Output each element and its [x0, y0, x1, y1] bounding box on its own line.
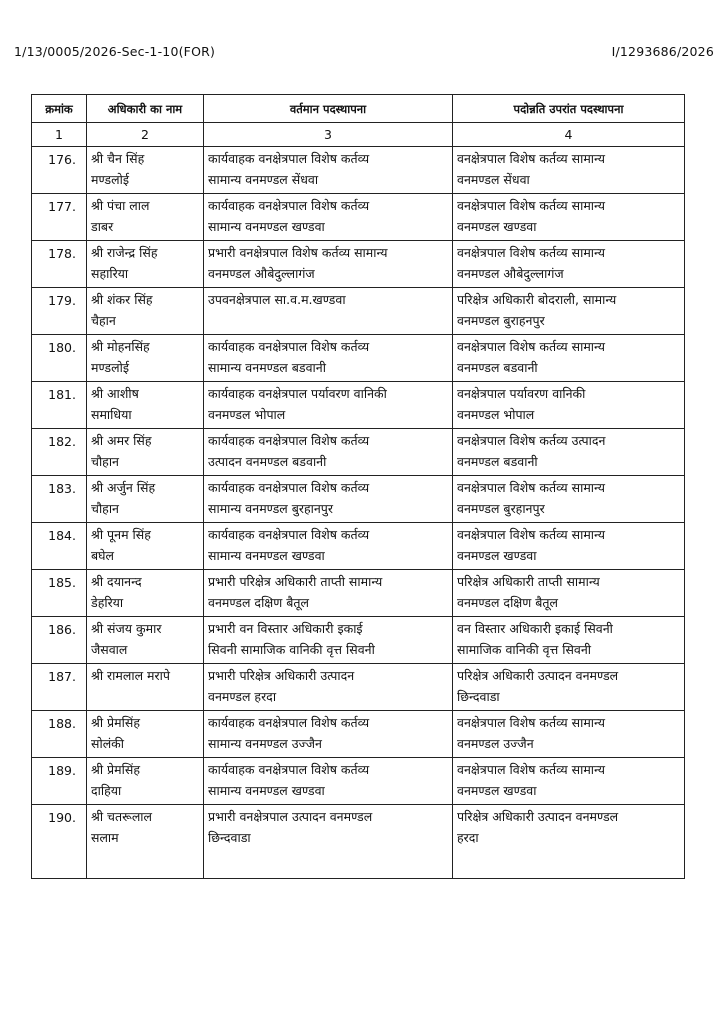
posting-after-promotion-cell-line: वनक्षेत्रपाल विशेष कर्तव्य सामान्य — [457, 762, 605, 777]
officer-name-cell — [87, 288, 204, 335]
posting-after-promotion-cell-line: वनमण्डल बडवानी — [457, 360, 538, 375]
serial-number-cell: 189. — [32, 758, 87, 805]
officer-name-cell-line: श्री अर्जुन सिंह — [91, 480, 156, 495]
posting-after-promotion-cell-line: सामाजिक वानिकी वृत्त सिवनी — [457, 642, 592, 657]
posting-after-promotion-cell-line: वनमण्डल बुरहानपुर — [457, 501, 545, 516]
column-number: 2 — [87, 123, 204, 147]
posting-after-promotion-cell-line: वनमण्डल सेंधवा — [457, 172, 530, 187]
current-posting-cell — [204, 805, 453, 879]
officer-name-cell-line: दाहिया — [91, 783, 122, 798]
posting-table — [31, 94, 685, 879]
officer-name-cell-line: चौहान — [91, 501, 119, 516]
column-number: 1 — [32, 123, 87, 147]
officer-name-cell-line: मण्डलोई — [91, 360, 129, 375]
posting-after-promotion-cell-line: वन विस्तार अधिकारी इकाई सिवनी — [457, 621, 613, 636]
current-posting-cell — [204, 711, 453, 758]
table-row — [32, 335, 685, 382]
current-posting-cell-line: प्रभारी परिक्षेत्र अधिकारी ताप्ती सामान्य — [208, 574, 383, 589]
officer-name-cell-line: सोलंकी — [91, 736, 125, 751]
current-posting-cell-line: सामान्य वनमण्डल सेंधवा — [208, 172, 319, 187]
posting-after-promotion-cell-line: वनक्षेत्रपाल विशेष कर्तव्य सामान्य — [457, 198, 605, 213]
table-row — [32, 147, 685, 194]
column-header-serial: क्रमांक — [32, 95, 87, 123]
table-header-row — [32, 95, 685, 123]
current-posting-cell-line: सामान्य वनमण्डल खण्डवा — [208, 548, 325, 563]
posting-after-promotion-cell-line: वनक्षेत्रपाल विशेष कर्तव्य सामान्य — [457, 715, 605, 730]
posting-after-promotion-cell-line: वनमण्डल औबेदुल्लागंज — [457, 266, 564, 281]
current-posting-cell — [204, 147, 453, 194]
current-posting-cell-line: कार्यवाहक वनक्षेत्रपाल विशेष कर्तव्य — [208, 433, 370, 448]
column-header-posting-after-promotion: पदोन्नति उपरांत पदस्थापना — [453, 95, 685, 123]
officer-name-cell-line: श्री रामलाल मरापे — [91, 668, 170, 683]
column-number-row — [32, 123, 685, 147]
current-posting-cell-line: प्रभारी वनक्षेत्रपाल उत्पादन वनमण्डल — [208, 809, 373, 824]
posting-after-promotion-cell-line: वनक्षेत्रपाल विशेष कर्तव्य सामान्य — [457, 480, 605, 495]
officer-name-cell — [87, 805, 204, 879]
officer-name-cell-line: श्री चतरूलाल — [91, 809, 153, 824]
table-row — [32, 241, 685, 288]
officer-name-cell-line: श्री शंकर सिंह — [91, 292, 153, 307]
table-row — [32, 288, 685, 335]
current-posting-cell-line: सामान्य वनमण्डल बडवानी — [208, 360, 326, 375]
column-header-officer-name: अधिकारी का नाम — [87, 95, 204, 123]
serial-number-cell: 190. — [32, 805, 87, 879]
officer-name-cell-line: श्री प्रेमसिंह — [91, 715, 140, 730]
posting-after-promotion-cell — [453, 382, 685, 429]
serial-number-cell: 183. — [32, 476, 87, 523]
posting-after-promotion-cell-line: वनमण्डल बडवानी — [457, 454, 538, 469]
table-row — [32, 805, 685, 879]
officer-name-cell — [87, 429, 204, 476]
current-posting-cell-line: प्रभारी परिक्षेत्र अधिकारी उत्पादन — [208, 668, 355, 683]
file-reference: 1/13/0005/2026-Sec-1-10(FOR) — [14, 44, 216, 59]
current-posting-cell-line: कार्यवाहक वनक्षेत्रपाल विशेष कर्तव्य — [208, 527, 370, 542]
current-posting-cell — [204, 570, 453, 617]
officer-name-cell-line: सलाम — [91, 830, 119, 845]
serial-number-cell: 181. — [32, 382, 87, 429]
current-posting-cell — [204, 476, 453, 523]
document-reference: I/1293686/2026 — [611, 44, 714, 59]
current-posting-cell-line: कार्यवाहक वनक्षेत्रपाल विशेष कर्तव्य — [208, 715, 370, 730]
table-row — [32, 194, 685, 241]
officer-name-cell-line: डाबर — [91, 219, 114, 234]
serial-number-cell: 185. — [32, 570, 87, 617]
posting-after-promotion-cell — [453, 194, 685, 241]
serial-number-cell: 177. — [32, 194, 87, 241]
table-row — [32, 711, 685, 758]
serial-number-cell: 184. — [32, 523, 87, 570]
officer-name-cell-line: मण्डलोई — [91, 172, 129, 187]
serial-number-cell: 182. — [32, 429, 87, 476]
posting-after-promotion-cell-line: हरदा — [457, 830, 479, 845]
current-posting-cell — [204, 758, 453, 805]
officer-name-cell-line: श्री आशीष — [91, 386, 139, 401]
serial-number-cell: 188. — [32, 711, 87, 758]
current-posting-cell — [204, 429, 453, 476]
officer-name-cell-line: श्री चैन सिंह — [91, 151, 145, 166]
posting-after-promotion-cell — [453, 429, 685, 476]
current-posting-cell-line: कार्यवाहक वनक्षेत्रपाल पर्यावरण वानिकी — [208, 386, 387, 401]
posting-after-promotion-cell — [453, 147, 685, 194]
posting-after-promotion-cell — [453, 288, 685, 335]
posting-after-promotion-cell-line: वनक्षेत्रपाल विशेष कर्तव्य सामान्य — [457, 151, 605, 166]
current-posting-cell-line: वनमण्डल औबेदुल्लागंज — [208, 266, 315, 281]
current-posting-cell — [204, 241, 453, 288]
officer-name-cell-line: श्री राजेन्द्र सिंह — [91, 245, 158, 260]
posting-after-promotion-cell-line: वनक्षेत्रपाल विशेष कर्तव्य उत्पादन — [457, 433, 606, 448]
posting-after-promotion-cell-line: वनमण्डल खण्डवा — [457, 548, 537, 563]
current-posting-cell-line: कार्यवाहक वनक्षेत्रपाल विशेष कर्तव्य — [208, 339, 370, 354]
column-number: 3 — [204, 123, 453, 147]
officer-name-cell — [87, 382, 204, 429]
current-posting-cell — [204, 335, 453, 382]
posting-after-promotion-cell-line: परिक्षेत्र अधिकारी उत्पादन वनमण्डल — [457, 809, 619, 824]
current-posting-cell-line: सिवनी सामाजिक वानिकी वृत्त सिवनी — [208, 642, 375, 657]
current-posting-cell-line: कार्यवाहक वनक्षेत्रपाल विशेष कर्तव्य — [208, 151, 370, 166]
posting-after-promotion-cell — [453, 335, 685, 382]
posting-after-promotion-cell-line: वनमण्डल बुराहनपुर — [457, 313, 545, 328]
table-row — [32, 382, 685, 429]
table-row — [32, 664, 685, 711]
posting-after-promotion-cell — [453, 758, 685, 805]
current-posting-cell — [204, 664, 453, 711]
officer-name-cell-line: श्री पंचा लाल — [91, 198, 150, 213]
current-posting-cell-line: वनमण्डल दक्षिण बैतूल — [208, 595, 310, 610]
table-row — [32, 617, 685, 664]
serial-number-cell: 180. — [32, 335, 87, 382]
posting-after-promotion-cell-line: वनमण्डल उज्जैन — [457, 736, 534, 751]
officer-name-cell — [87, 711, 204, 758]
officer-name-cell — [87, 194, 204, 241]
posting-after-promotion-cell-line: परिक्षेत्र अधिकारी उत्पादन वनमण्डल — [457, 668, 619, 683]
current-posting-cell-line: छिन्दवाडा — [208, 830, 251, 845]
officer-name-cell — [87, 147, 204, 194]
officer-name-cell-line: डेहरिया — [91, 595, 124, 610]
current-posting-cell-line: उत्पादन वनमण्डल बडवानी — [208, 454, 327, 469]
officer-name-cell — [87, 523, 204, 570]
current-posting-cell — [204, 382, 453, 429]
posting-after-promotion-cell-line: वनक्षेत्रपाल विशेष कर्तव्य सामान्य — [457, 339, 605, 354]
table-row — [32, 758, 685, 805]
current-posting-cell-line: सामान्य वनमण्डल खण्डवा — [208, 783, 325, 798]
current-posting-cell — [204, 194, 453, 241]
posting-after-promotion-cell — [453, 523, 685, 570]
current-posting-cell-line: कार्यवाहक वनक्षेत्रपाल विशेष कर्तव्य — [208, 198, 370, 213]
current-posting-cell-line: कार्यवाहक वनक्षेत्रपाल विशेष कर्तव्य — [208, 480, 370, 495]
current-posting-cell-line: वनमण्डल भोपाल — [208, 407, 286, 422]
serial-number-cell: 187. — [32, 664, 87, 711]
posting-after-promotion-cell — [453, 805, 685, 879]
posting-after-promotion-cell — [453, 711, 685, 758]
posting-after-promotion-cell — [453, 664, 685, 711]
officer-name-cell-line: श्री अमर सिंह — [91, 433, 152, 448]
officer-name-cell-line: चौहान — [91, 454, 119, 469]
officer-name-cell — [87, 476, 204, 523]
officer-name-cell — [87, 758, 204, 805]
officer-name-cell — [87, 570, 204, 617]
officer-name-cell — [87, 664, 204, 711]
serial-number-cell: 176. — [32, 147, 87, 194]
posting-after-promotion-cell-line: वनमण्डल खण्डवा — [457, 783, 537, 798]
posting-after-promotion-cell — [453, 570, 685, 617]
officer-name-cell-line: बघेल — [91, 548, 115, 563]
table-row — [32, 429, 685, 476]
current-posting-cell — [204, 288, 453, 335]
officer-name-cell-line: श्री प्रेमसिंह — [91, 762, 140, 777]
serial-number-cell: 178. — [32, 241, 87, 288]
officer-name-cell — [87, 241, 204, 288]
current-posting-cell-line: उपवनक्षेत्रपाल सा.व.म.खण्डवा — [208, 292, 346, 307]
serial-number-cell: 179. — [32, 288, 87, 335]
table-row — [32, 476, 685, 523]
officer-name-cell-line: चैहान — [91, 313, 116, 328]
officer-name-cell-line: श्री पूनम सिंह — [91, 527, 151, 542]
posting-after-promotion-cell-line: वनक्षेत्रपाल विशेष कर्तव्य सामान्य — [457, 245, 605, 260]
current-posting-cell-line: सामान्य वनमण्डल उज्जैन — [208, 736, 322, 751]
current-posting-cell-line: सामान्य वनमण्डल खण्डवा — [208, 219, 325, 234]
officer-name-cell-line: सहारिया — [91, 266, 129, 281]
posting-after-promotion-cell-line: वनमण्डल खण्डवा — [457, 219, 537, 234]
current-posting-cell — [204, 523, 453, 570]
current-posting-cell — [204, 617, 453, 664]
current-posting-cell-line: कार्यवाहक वनक्षेत्रपाल विशेष कर्तव्य — [208, 762, 370, 777]
officer-name-cell-line: जैसवाल — [91, 642, 128, 657]
officer-name-cell-line: समाधिया — [91, 407, 132, 422]
table-row — [32, 570, 685, 617]
officer-name-cell — [87, 335, 204, 382]
serial-number-cell: 186. — [32, 617, 87, 664]
posting-after-promotion-cell-line: छिन्दवाडा — [457, 689, 500, 704]
current-posting-cell-line: वनमण्डल हरदा — [208, 689, 277, 704]
posting-after-promotion-cell — [453, 617, 685, 664]
officer-name-cell-line: श्री मोहनसिंह — [91, 339, 150, 354]
posting-after-promotion-cell — [453, 241, 685, 288]
page-header — [14, 44, 714, 62]
posting-after-promotion-cell — [453, 476, 685, 523]
current-posting-cell-line: प्रभारी वन विस्तार अधिकारी इकाई — [208, 621, 363, 636]
officer-name-cell-line: श्री संजय कुमार — [91, 621, 162, 636]
posting-after-promotion-cell-line: वनमण्डल दक्षिण बैतूल — [457, 595, 559, 610]
officer-name-cell — [87, 617, 204, 664]
posting-after-promotion-cell-line: वनक्षेत्रपाल विशेष कर्तव्य सामान्य — [457, 527, 605, 542]
officer-name-cell-line: श्री दयानन्द — [91, 574, 142, 589]
posting-after-promotion-cell-line: परिक्षेत्र अधिकारी ताप्ती सामान्य — [457, 574, 600, 589]
column-number: 4 — [453, 123, 685, 147]
posting-after-promotion-cell-line: परिक्षेत्र अधिकारी बोदराली, सामान्य — [457, 292, 617, 307]
table-row — [32, 523, 685, 570]
posting-after-promotion-cell-line: वनमण्डल भोपाल — [457, 407, 535, 422]
posting-after-promotion-cell-line: वनक्षेत्रपाल पर्यावरण वानिकी — [457, 386, 586, 401]
current-posting-cell-line: प्रभारी वनक्षेत्रपाल विशेष कर्तव्य सामान्य — [208, 245, 388, 260]
column-header-current-posting: वर्तमान पदस्थापना — [204, 95, 453, 123]
current-posting-cell-line: सामान्य वनमण्डल बुरहानपुर — [208, 501, 334, 516]
